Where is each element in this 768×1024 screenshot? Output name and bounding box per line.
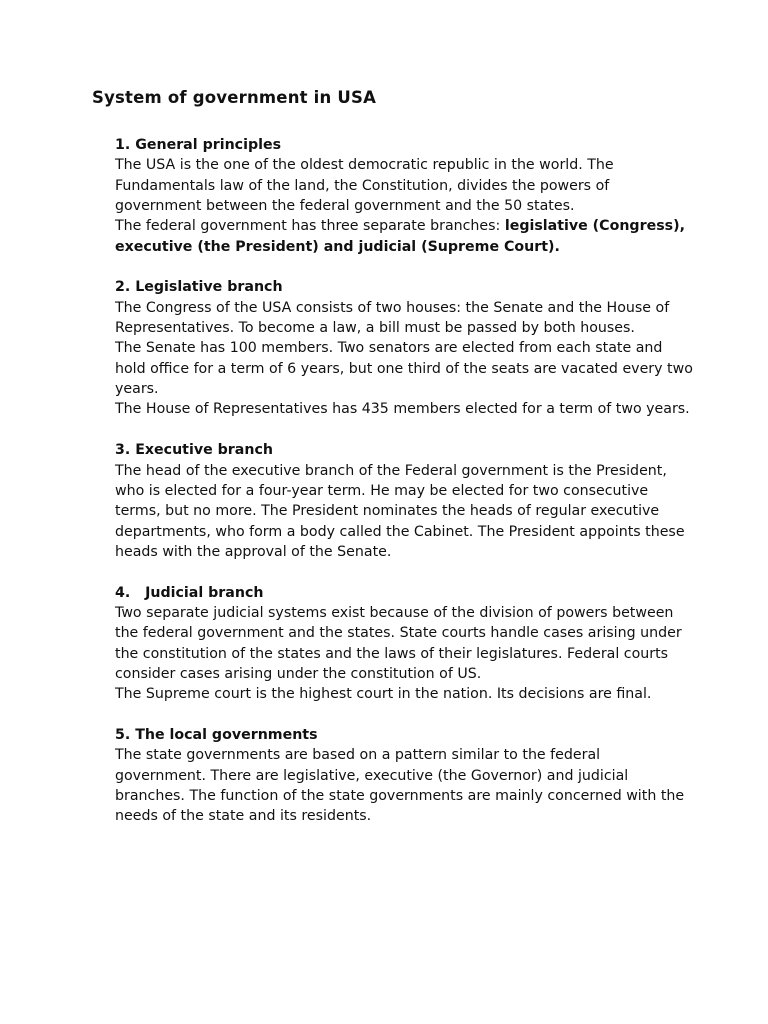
- section-heading: 3. Executive branch: [115, 442, 273, 459]
- section-general-principles: [115, 135, 695, 257]
- document-body: [115, 135, 695, 847]
- paragraph: The Senate has 100 members. Two senators are elected from each state and hold office for a term of 6 years, but one third of the seats are vacated every two years.: [115, 340, 693, 398]
- page-title: System of government in USA: [92, 88, 377, 107]
- paragraph: The House of Representatives has 435 members elected for a term of two years.: [115, 401, 690, 418]
- section-judicial-branch: [115, 583, 695, 705]
- paragraph: The Congress of the USA consists of two houses: the Senate and the House of Representatives. To become a law, a bill must be passed by both houses.: [115, 299, 670, 337]
- paragraph: The USA is the one of the oldest democratic republic in the world. The Fundamentals law of the land, the Constitution, divides the powers of government between the federal government and the 50 states.: [115, 157, 614, 215]
- paragraph: The head of the executive branch of the Federal government is the President, who is elected for a four-year term. He may be elected for two consecutive terms, but no more. The President nominates the heads of regular executive departments, who form a body called the Cabinet. The President appoints these heads with the approval of the Senate.: [115, 462, 685, 560]
- section-heading: 5. The local governments: [115, 726, 318, 743]
- branches-paragraph: [115, 216, 695, 257]
- branches-end: .: [554, 238, 560, 255]
- section-executive-branch: [115, 440, 695, 562]
- branches-list: legislative (Congress), executive (the President) and judicial (Supreme Court): [115, 218, 685, 255]
- paragraph: The state governments are based on a pattern similar to the federal government. There are legislative, executive (the Governor) and judicial branches. The function of the state governments are mainly concerned with the needs of the state and its residents.: [115, 747, 685, 825]
- section-local-governments: [115, 725, 695, 827]
- paragraph: The Supreme court is the highest court in the nation. Its decisions are final.: [115, 686, 652, 703]
- branches-intro: The federal government has three separate branches:: [115, 218, 505, 235]
- section-heading: 2. Legislative branch: [115, 279, 283, 296]
- section-legislative-branch: [115, 277, 695, 419]
- section-heading: 4. Judicial branch: [115, 584, 264, 601]
- paragraph: Two separate judicial systems exist because of the division of powers between the federal government and the states. State courts handle cases arising under the constitution of the states and the laws of their legislatures. Federal courts consider cases arising under the constitution of US.: [115, 604, 682, 682]
- section-heading: 1. General principles: [115, 137, 282, 153]
